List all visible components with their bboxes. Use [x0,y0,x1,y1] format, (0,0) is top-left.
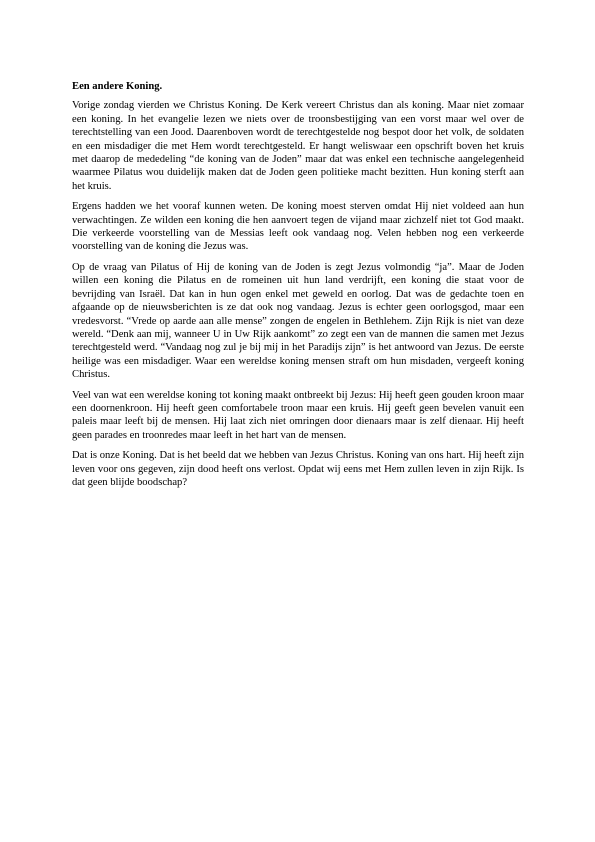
paragraph-2: Ergens hadden we het vooraf kunnen weten. De koning moest sterven omdat Hij niet voldeed aan hun verwachtingen. Ze wilden een koning die hen aanvoert tegen de vijand maar zichzelf niet tot God maakt. Die verkeerde voorstelling van de Messias leeft ook vandaag nog. Velen hebben nog een verkeerde voorstelling van de koning die Jezus was. [72,201,524,253]
document-title: Een andere Koning. [72,81,163,92]
paragraph-1: Vorige zondag vierden we Christus Koning. De Kerk vereert Christus dan als koning. Maar niet zomaar een koning. In het evangelie lezen we niets over de troonsbestijging van een vorst maar wel over de terechtstelling van een Jood. Daarenboven wordt de terechtgestelde nog bespot door het volk, de soldaten en een misdadiger die met Hem wordt terechtgesteld. Er hangt weliswaar een opschrift boven het kruis met daarop de mededeling “de koning van de Joden” maar dat was enkel een technische aangelegenheid waarmee Pilatus wou duidelijk maken dat de Joden geen politieke macht bezitten. Hun koning sterft aan het kruis. [72,100,524,192]
paragraph-4: Veel van wat een wereldse koning tot koning maakt ontbreekt bij Jezus: Hij heeft geen gouden kroon maar een doornenkroon. Hij heeft geen comfortabele troon maar een kruis. Hij geeft geen bevelen vanuit een paleis maar leeft bij de mensen. Hij laat zich niet omringen door dienaars maar is zelf dienaar. Hij heeft geen parades en troonredes maar leeft in het hart van de mensen. [72,389,524,441]
document-page [72,80,524,496]
paragraph-3: Op de vraag van Pilatus of Hij de koning van de Joden is zegt Jezus volmondig “ja”. Maar de Joden willen een koning die Pilatus en de romeinen uit hun land verdrijft, een koning die staat voor de bevrijding van Israël. Dat kan in hun ogen enkel met geweld en oorlog. Dat was de gedachte toen en afgaande op de nieuwsberichten is ze dat ook nog vandaag. Jezus is echter geen oorlogsgod, maar een vredesvorst. “Vrede op aarde aan alle mense” zongen de engelen in Bethlehem. Zijn Rijk is niet van deze wereld. “Denk aan mij, wanneer U in Uw Rijk aankomt” zo zegt een van de mannen die samen met Jezus terechtgesteld werd. “Vandaag nog zul je bij mij in het Paradijs zijn” is het antwoord van Jezus. De eerste heilige was een misdadiger. Waar een wereldse koning mensen straft om hun misdaden, vergeeft koning Christus. [72,261,524,381]
paragraph-5: Dat is onze Koning. Dat is het beeld dat we hebben van Jezus Christus. Koning van ons hart. Hij heeft zijn leven voor ons gegeven, zijn dood heeft ons verlost. Opdat wij eens met Hem zullen leven in zijn Rijk. Is dat geen blijde boodschap? [72,450,524,488]
